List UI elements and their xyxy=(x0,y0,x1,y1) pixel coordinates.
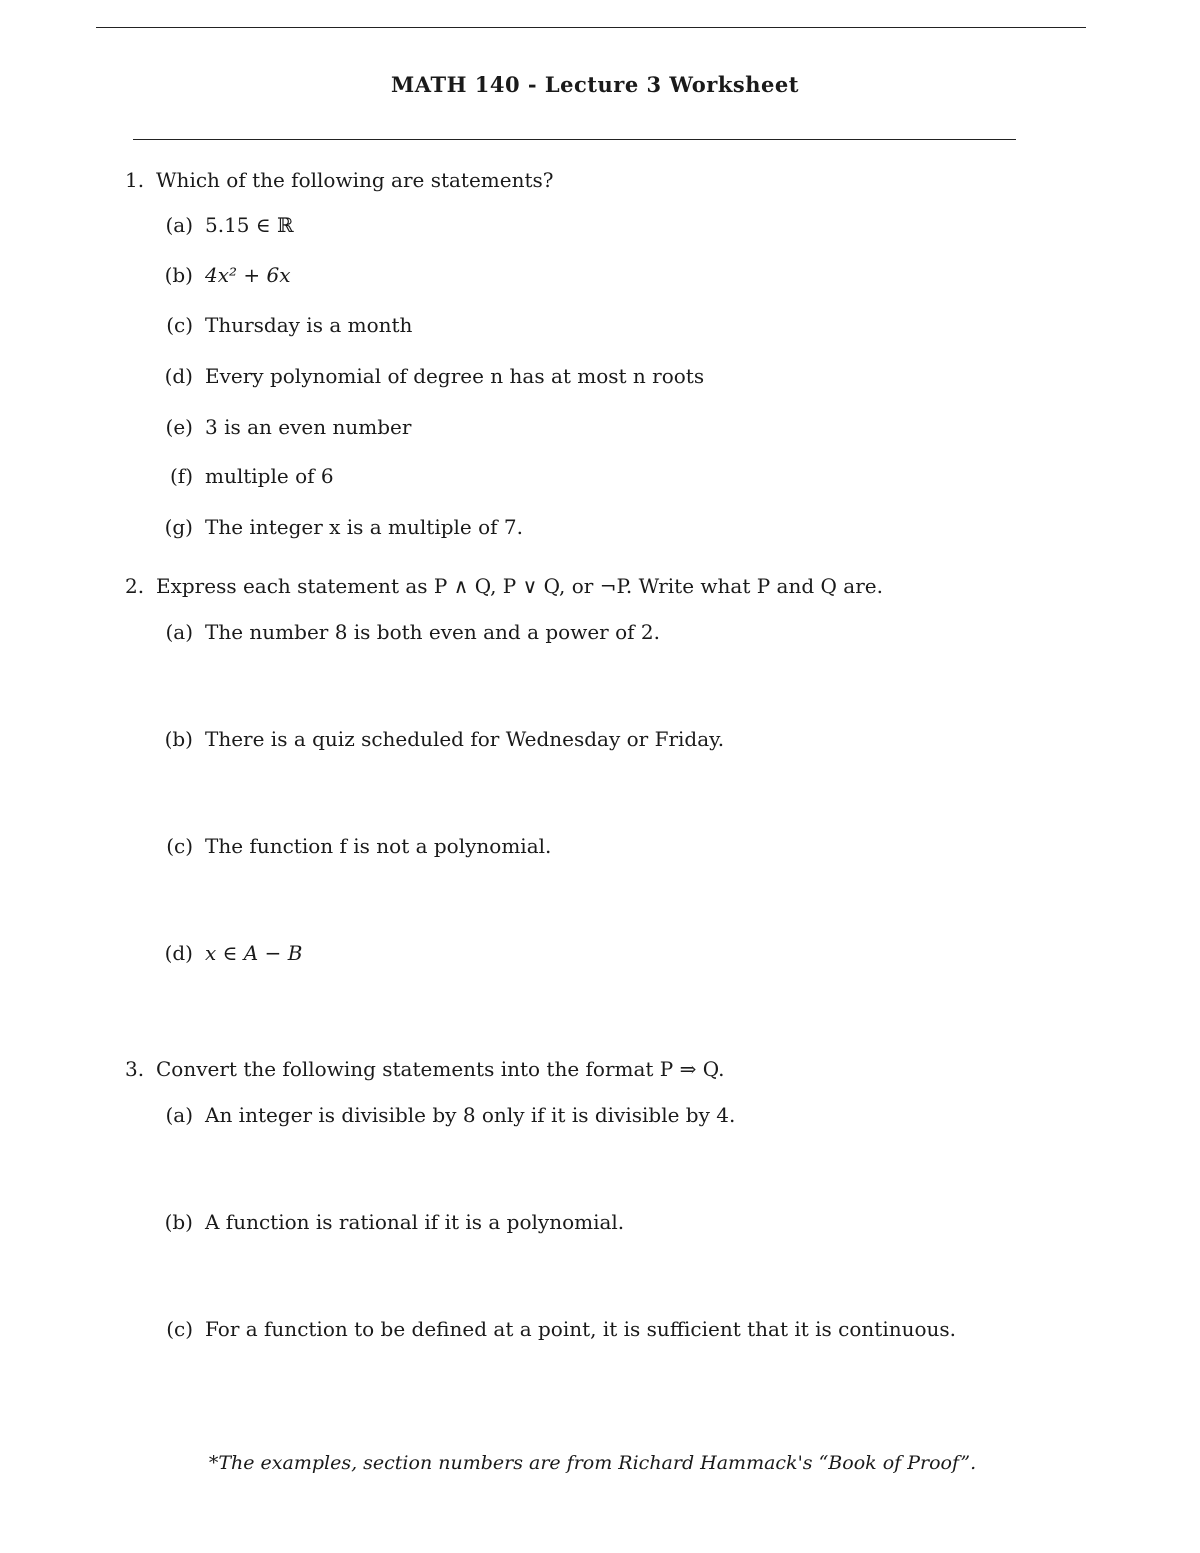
q1-part-f-text: multiple of 6 xyxy=(205,464,334,488)
q1-part-b-label: (b) xyxy=(164,263,193,287)
q3-part-c-text: For a function to be defined at a point, it is sufficient that it is continuous. xyxy=(205,1317,957,1341)
q2-part-a-label: (a) xyxy=(165,620,193,644)
q1-part-g-label: (g) xyxy=(164,515,193,539)
q2-part-d-label: (d) xyxy=(164,941,193,965)
q3-part-c-label: (c) xyxy=(166,1317,193,1341)
q3-part-b-text: A function is rational if it is a polynomial. xyxy=(205,1210,625,1234)
page-title: MATH 140 - Lecture 3 Worksheet xyxy=(391,72,799,97)
q2-part-b-label: (b) xyxy=(164,727,193,751)
q2-part-c-label: (c) xyxy=(166,834,193,858)
question-2-number: 2. xyxy=(125,574,145,598)
q2-part-d-text: x ∈ A − B xyxy=(205,941,303,965)
q1-part-c-label: (c) xyxy=(166,313,193,337)
question-1-prompt: Which of the following are statements? xyxy=(156,168,554,192)
title-underline xyxy=(133,139,1016,140)
q1-part-c-text: Thursday is a month xyxy=(205,313,413,337)
top-rule xyxy=(96,27,1086,28)
q2-part-a-text: The number 8 is both even and a power of 2. xyxy=(205,620,660,644)
q3-part-b-label: (b) xyxy=(164,1210,193,1234)
q1-part-d-text: Every polynomial of degree n has at most n roots xyxy=(205,364,705,388)
q2-part-c-text: The function f is not a polynomial. xyxy=(205,834,552,858)
footnote: *The examples, section numbers are from Richard Hammack's “Book of Proof”. xyxy=(208,1452,977,1474)
question-3-number: 3. xyxy=(125,1057,145,1081)
q1-part-a-label: (a) xyxy=(165,213,193,237)
q3-part-a-text: An integer is divisible by 8 only if it is divisible by 4. xyxy=(205,1103,736,1127)
q1-part-a-text: 5.15 ∈ ℝ xyxy=(205,213,294,237)
q1-part-d-label: (d) xyxy=(164,364,193,388)
q3-part-a-label: (a) xyxy=(165,1103,193,1127)
q1-part-e-label: (e) xyxy=(165,415,193,439)
q1-part-g-text: The integer x is a multiple of 7. xyxy=(205,515,524,539)
question-3-prompt: Convert the following statements into the format P ⇒ Q. xyxy=(156,1057,725,1081)
question-2-prompt: Express each statement as P ∧ Q, P ∨ Q, or ¬P. Write what P and Q are. xyxy=(156,574,883,598)
q1-part-b-text: 4x² + 6x xyxy=(205,263,291,287)
q2-part-b-text: There is a quiz scheduled for Wednesday or Friday. xyxy=(205,727,725,751)
question-1-number: 1. xyxy=(125,168,145,192)
q1-part-f-label: (f) xyxy=(169,464,193,488)
q1-part-e-text: 3 is an even number xyxy=(205,415,412,439)
